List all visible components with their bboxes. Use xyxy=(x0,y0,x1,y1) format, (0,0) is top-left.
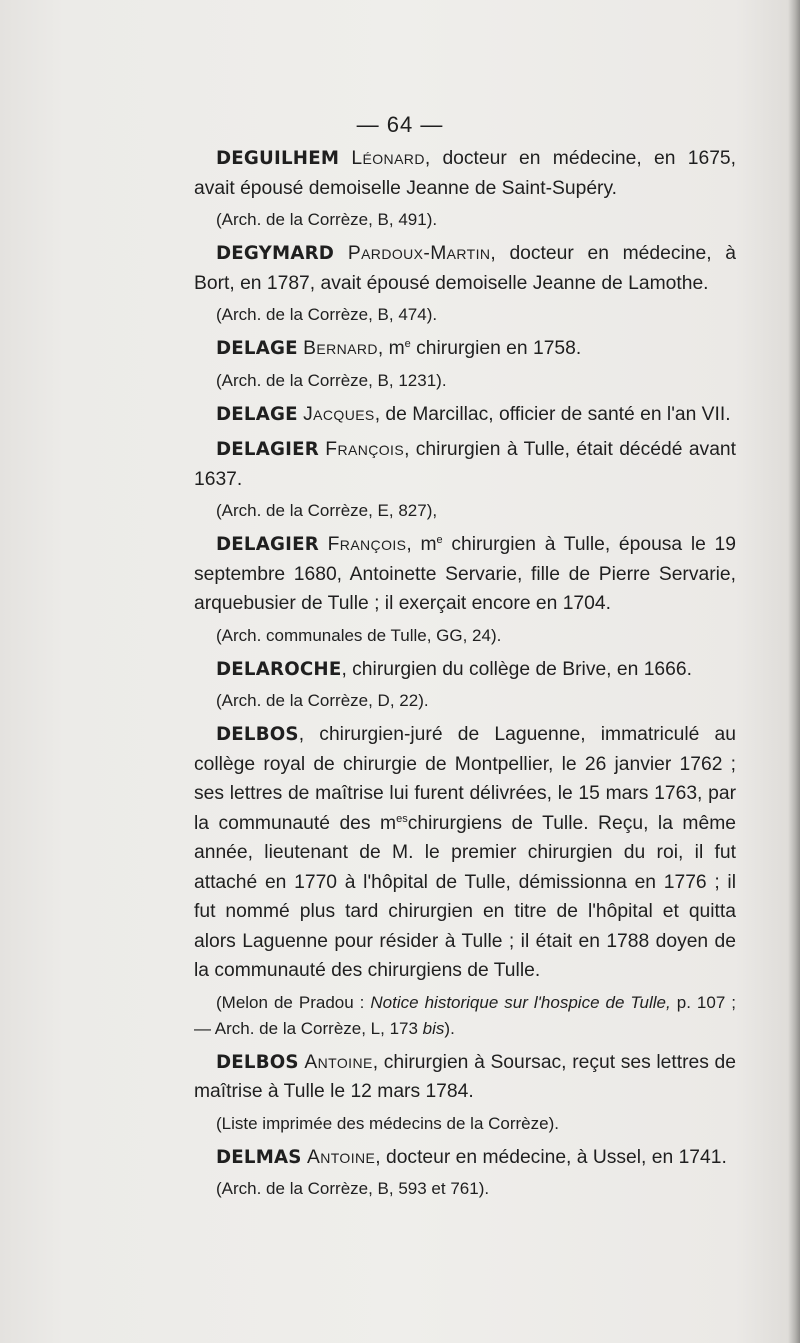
entry-text: , docteur en médecine, à Bort, en 1787, avait épousé demoiselle Jeanne de Lamothe. xyxy=(194,243,736,294)
entry-reference xyxy=(194,990,736,1042)
ref-post: ). xyxy=(444,1018,455,1038)
entry-reference: (Arch. de la Corrèze, B, 474). xyxy=(216,305,438,324)
entry-delbos xyxy=(194,720,736,986)
entry-delage-bernard xyxy=(194,334,736,364)
entry-reference: (Arch. de la Corrèze, B, 1231). xyxy=(216,370,447,390)
entry-name: DELAGIER xyxy=(216,534,319,555)
entry-text: , de Marcillac, officier de santé en l'an VII. xyxy=(374,403,731,425)
entry-name: DELMAS xyxy=(216,1146,302,1168)
entry-delmas xyxy=(194,1143,736,1173)
entry-text-pre: , m xyxy=(406,534,437,555)
entry-name: DELAGE xyxy=(216,338,298,359)
page-body xyxy=(194,144,736,1208)
entry-reference: (Arch. communales de Tulle, GG, 24). xyxy=(216,625,502,645)
entry-reference: (Arch. de la Corrèze, D, 22). xyxy=(216,691,429,710)
entry-delage-jacques xyxy=(194,400,736,430)
ref-bis: bis xyxy=(422,1018,445,1038)
entry-given-name: Léonard xyxy=(351,148,425,169)
entry-reference: (Arch. de la Corrèze, B, 491). xyxy=(216,210,438,229)
entry-text: , chirurgien à Tulle, était décédé avant 1637. xyxy=(194,439,736,490)
page-edge-shadow xyxy=(788,0,800,1343)
entry-text-pre: , m xyxy=(377,338,405,359)
entry-text: , docteur en médecine, en 1675, avait épousé demoiselle Jeanne de Saint-Supéry. xyxy=(194,148,736,199)
entry-name: DEGUILHEM xyxy=(216,148,340,169)
entry-name: DELBOS xyxy=(216,1051,299,1073)
entry-text: chirurgien à Tulle, épousa le 19 septembre 1680, Antoinette Servarie, fille de Pierre Servarie, arquebusier de Tulle ; il exerçait encore en 1704. xyxy=(194,534,737,614)
entry-given-name: Antoine xyxy=(304,1051,373,1073)
entry-given-name: Bernard xyxy=(303,338,378,359)
entry-degymard xyxy=(194,239,736,298)
ref-mid: p. 107 ; — Arch. de la Corrèze, L, 173 xyxy=(194,992,737,1038)
entry-text: chirurgien en 1758. xyxy=(410,338,582,359)
entry-delagier-2 xyxy=(194,530,736,619)
entry-reference: (Arch. de la Corrèze, E, 827), xyxy=(216,501,438,520)
entry-reference: (Arch. de la Corrèze, B, 593 et 761). xyxy=(216,1179,490,1198)
entry-superscript: e xyxy=(404,338,411,350)
entry-superscript: es xyxy=(396,812,408,825)
entry-text: , chirurgien à Soursac, reçut ses lettres de maîtrise à Tulle le 12 mars 1784. xyxy=(194,1051,737,1102)
entry-given-name: François xyxy=(327,534,407,555)
ref-pre: (Melon de Pradou : xyxy=(216,992,371,1012)
entry-delagier-1 xyxy=(194,435,736,494)
entry-given-name: Jacques xyxy=(303,403,375,425)
entry-given-name: François xyxy=(325,439,405,460)
entry-name: DELAROCHE xyxy=(216,658,342,680)
entry-text: , chirurgien du collège de Brive, en 1666. xyxy=(341,658,692,680)
entry-name: DEGYMARD xyxy=(216,243,335,264)
entry-given-name: Pardoux-Martin xyxy=(347,243,491,264)
entry-text: , docteur en médecine, à Ussel, en 1741. xyxy=(375,1146,727,1168)
entry-text-b: chirurgiens de Tulle. Reçu, la même année, lieutenant de M. le premier chirurgien du roi, il fut attaché en 1770 à l'hôpital de Tulle, démissionna en 1776 ; il fut nommé plus tard chirurgien en titre de l'hôpital et quitta alors Laguenne pour résider à Tulle ; il était en 1788 doyen de la communauté des chirurgiens de Tulle. xyxy=(194,812,736,981)
entry-text-a: , chirurgien-juré de Laguenne, immatriculé au collège royal de chirurgie de Montpellier, le 26 janvier 1762 ; ses lettres de maîtrise lui furent délivrées, le 15 mars 1763, par la communauté des m xyxy=(194,724,736,834)
entry-name: DELAGIER xyxy=(216,439,319,460)
ref-title: Notice historique sur l'hospice de Tulle, xyxy=(370,992,671,1012)
entry-delbos-antoine xyxy=(194,1048,736,1107)
entry-given-name: Antoine xyxy=(306,1146,376,1168)
entry-delaroche xyxy=(194,655,736,685)
entry-name: DELAGE xyxy=(216,403,298,425)
page-number: — 64 — xyxy=(356,112,444,137)
entry-name: DELBOS xyxy=(216,724,299,745)
entry-deguilhem xyxy=(194,144,736,203)
entry-superscript: e xyxy=(436,534,443,546)
entry-reference: (Liste imprimée des médecins de la Corrèze). xyxy=(216,1113,559,1133)
